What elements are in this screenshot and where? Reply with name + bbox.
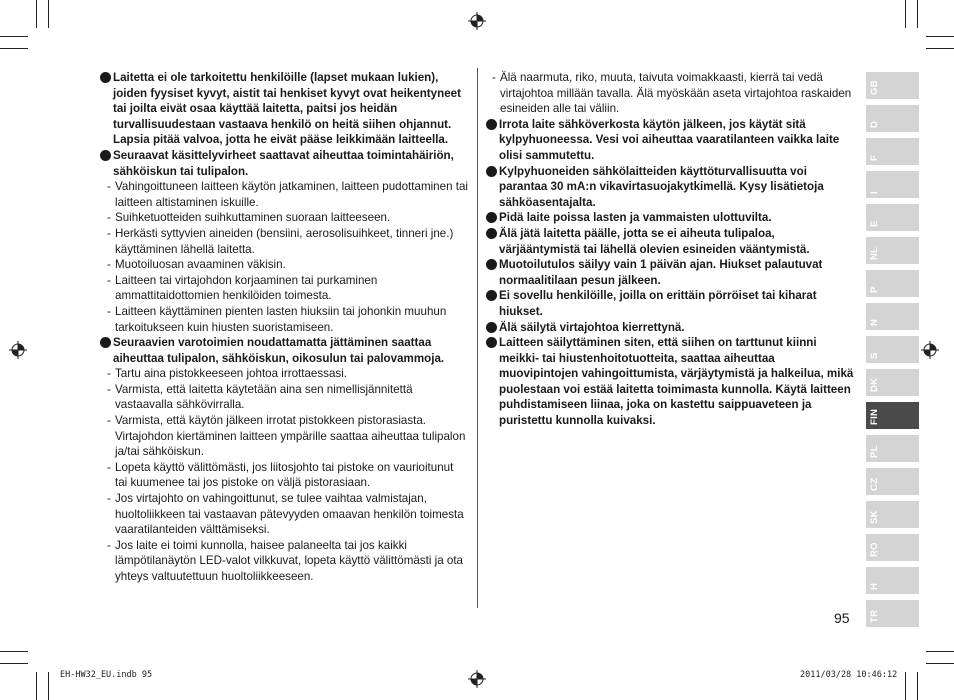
tab-i[interactable]: I xyxy=(866,171,919,198)
tab-e[interactable]: E xyxy=(866,204,919,231)
safety-bullet: Ei sovellu henkilöille, joilla on erittäin pörröiset tai kiharat hiukset. xyxy=(486,288,854,319)
safety-bullet: Laitetta ei ole tarkoitettu henkilöille (lapset mukaan lukien), joiden fyysiset kyvyt, aistit tai henkiset kyvyt ovat heikentyneet tai joilta eivät osaa käyttää laitetta, paitsi jos heidän turvallisuudestaan vastaava henkilö on heitä siihen ohjannut. Lapsia pitää valvoa, jotta he eivät pääse leikkimään laitteella. xyxy=(100,70,468,148)
registration-mark-icon xyxy=(921,341,939,359)
tab-h[interactable]: H xyxy=(866,567,919,594)
crop-mark xyxy=(926,651,954,652)
tab-s[interactable]: S xyxy=(866,336,919,363)
safety-bullet: Älä säilytä virtajohtoa kierrettynä. xyxy=(486,320,854,336)
tab-f[interactable]: F xyxy=(866,138,919,165)
safety-bullet: Seuraavien varotoimien noudattamatta jättäminen saattaa aiheuttaa tulipalon, sähköiskun, oikosulun tai palovammoja. xyxy=(100,335,468,366)
tab-dk[interactable]: DK xyxy=(866,369,919,396)
tab-cz[interactable]: CZ xyxy=(866,468,919,495)
safety-sub-item: - Herkästi syttyvien aineiden (bensiini, aerosolisuihkeet, tinneri jne.) käyttäminen lähellä laitetta. xyxy=(107,226,454,256)
safety-bullet: Pidä laite poissa lasten ja vammaisten ulottuvilta. xyxy=(486,210,854,226)
safety-sub-item: - Jos laite ei toimi kunnolla, haisee palaneelta tai jos kaikki lämpötilanäytön LED-valot vilkkuvat, lopeta käyttö välittömästi ja ota yhteys valtuutettuun huoltoliikkeeseen. xyxy=(107,538,463,583)
tab-d[interactable]: D xyxy=(866,105,919,132)
bullet-icon xyxy=(486,119,497,130)
crop-mark xyxy=(36,0,37,28)
crop-mark xyxy=(905,672,906,700)
bullet-icon xyxy=(486,259,497,270)
safety-sub-item: - Lopeta käyttö välittömästi, jos liitosjohto tai pistoke on vaurioitunut tai kuumenee tai jos pistoke on väljä pistorasiaan. xyxy=(107,460,454,490)
safety-sub-item: - Vahingoittuneen laitteen käytön jatkaminen, laitteen pudottaminen tai laitteen altistaminen iskuille. xyxy=(107,180,468,209)
tab-ro[interactable]: RO xyxy=(866,534,919,561)
bullet-icon xyxy=(486,212,497,223)
tab-tr[interactable]: TR xyxy=(866,600,919,627)
safety-bullet: Kylpyhuoneiden sähkölaitteiden käyttöturvallisuutta voi parantaa 30 mA:n vikavirtasuojakytkimellä. Kysy lisätietoja sähköasentajalta. xyxy=(486,164,854,211)
bullet-icon xyxy=(486,290,497,301)
bullet-icon xyxy=(486,322,497,333)
registration-mark-icon xyxy=(468,670,486,688)
tab-pl[interactable]: PL xyxy=(866,435,919,462)
safety-sub-item: - Muotoiluosan avaaminen väkisin. xyxy=(107,258,286,272)
registration-mark-icon xyxy=(468,12,486,30)
crop-mark xyxy=(48,672,49,700)
safety-sub-item: - Laitteen käyttäminen pienten lasten hiuksiin tai johonkin muuhun tarkoitukseen kuin hiusten suoristamiseen. xyxy=(107,304,447,334)
footer-file: EH-HW32_EU.indb 95 xyxy=(60,670,153,680)
safety-sub-item: - Laitteen tai virtajohdon korjaaminen tai purkaminen ammattitaidottomien henkilöiden toimesta. xyxy=(107,273,378,303)
tab-n[interactable]: N xyxy=(866,303,919,330)
left-column xyxy=(100,70,468,585)
crop-mark xyxy=(0,48,28,49)
safety-bullet: Irrota laite sähköverkosta käytön jälkeen, jos käytät sitä kylpyhuoneessa. Vesi voi aiheuttaa vaaratilanteen vaikka laite olisi sammutettu. xyxy=(486,117,854,164)
right-column xyxy=(486,70,854,429)
safety-bullet: Älä jätä laitetta päälle, jotta se ei aiheuta tulipaloa, värjääntymistä tai lähellä olevien esineiden vääntymistä. xyxy=(486,226,854,257)
crop-mark xyxy=(926,48,954,49)
crop-mark xyxy=(917,672,918,700)
tab-p[interactable]: P xyxy=(866,270,919,297)
safety-bullet: Laitteen säilyttäminen siten, että siihen on tarttunut kiinni meikki- tai hiustenhoitotuotteita, saattaa aiheuttaa muovipintojen vahingoittumista, värjäytymistä ja halkeilua, mikä puolestaan voi estää laitetta toimimasta kunnolla. Käytä laitteen puhdistamiseen liinaa, joka on kastettu saippuaveteen ja puristettu kunnolla kuivaksi. xyxy=(486,335,854,429)
tab-gb[interactable]: GB xyxy=(866,72,919,99)
bullet-icon xyxy=(486,337,497,348)
crop-mark xyxy=(905,0,906,28)
safety-bullet: Muotoilutulos säilyy vain 1 päivän ajan. Hiukset palautuvat normaalitilaan pesun jälkeen. xyxy=(486,257,854,288)
safety-sub-item: - Varmista, että käytön jälkeen irrotat pistokkeen pistorasiasta. Virtajohdon kiertäminen laitteen ympärille saattaa aiheuttaa tulipalon ja/tai sähköiskun. xyxy=(107,414,466,459)
safety-sub-item: - Varmista, että laitetta käytetään aina sen nimellisjännitettä vastaavalla sähkövirralla. xyxy=(107,382,413,412)
crop-mark xyxy=(0,651,28,652)
page-number: 95 xyxy=(834,610,850,626)
safety-bullet: Seuraavat käsittelyvirheet saattavat aiheuttaa toimintahäiriön, sähköiskun tai tulipalon. xyxy=(100,148,468,179)
column-divider xyxy=(477,68,478,608)
bullet-icon xyxy=(100,72,111,83)
safety-sub-item: - Suihketuotteiden suihkuttaminen suoraan laitteeseen. xyxy=(107,211,391,225)
registration-mark-icon xyxy=(9,341,27,359)
crop-mark xyxy=(36,672,37,700)
crop-mark xyxy=(917,0,918,28)
tab-nl[interactable]: NL xyxy=(866,237,919,264)
bullet-icon xyxy=(100,150,111,161)
safety-sub-item: - Älä naarmuta, riko, muuta, taivuta voimakkaasti, kierrä tai vedä virtajohtoa millään tavalla. Älä myöskään aseta virtajohtoa raskaiden esineiden alle tai väliin. xyxy=(492,71,852,116)
tab-sk[interactable]: SK xyxy=(866,501,919,528)
crop-mark xyxy=(0,663,28,664)
crop-mark xyxy=(926,36,954,37)
bullet-icon xyxy=(100,337,111,348)
crop-mark xyxy=(48,0,49,28)
footer-timestamp: 2011/03/28 10:46:12 xyxy=(800,670,898,680)
bullet-icon xyxy=(486,166,497,177)
bullet-icon xyxy=(486,228,497,239)
safety-sub-item: - Jos virtajohto on vahingoittunut, se tulee vaihtaa valmistajan, huoltoliikkeen tai vastaavan pätevyyden omaavan henkilön toimesta vaaratilanteiden välttämiseksi. xyxy=(107,492,464,537)
crop-mark xyxy=(0,36,28,37)
safety-sub-item: - Tartu aina pistokkeeseen johtoa irrottaessasi. xyxy=(107,367,348,381)
tab-fin[interactable]: FIN xyxy=(866,402,919,429)
crop-mark xyxy=(926,663,954,664)
